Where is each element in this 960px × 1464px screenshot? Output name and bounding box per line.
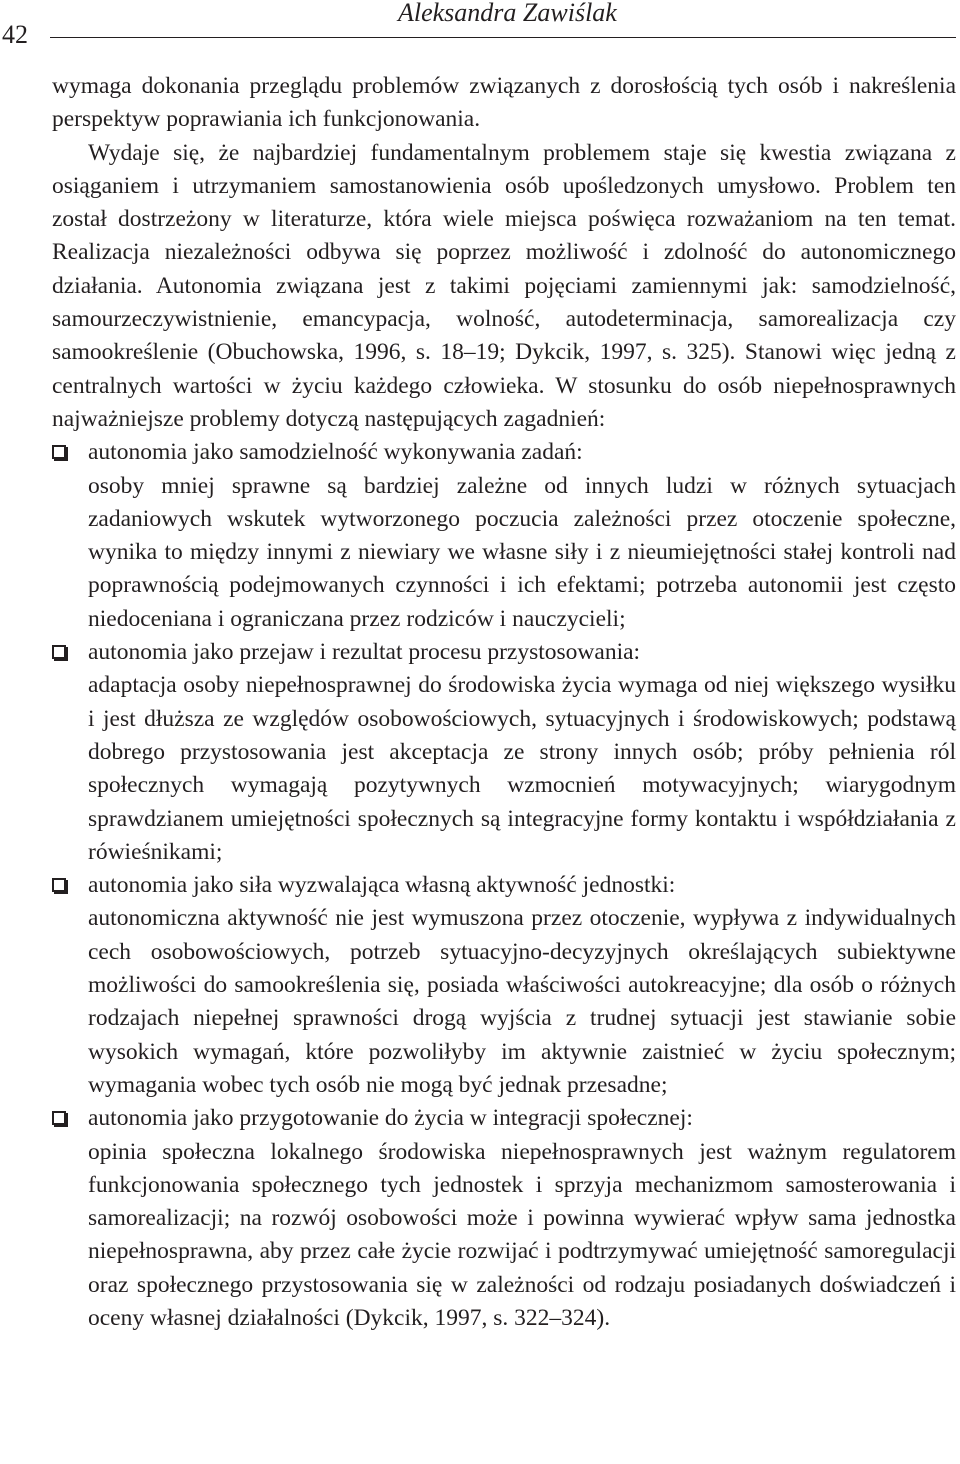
body-text bbox=[52, 70, 956, 1335]
checkbox-bullet-icon bbox=[52, 645, 66, 659]
list-item-body: adaptacja osoby niepełnosprawnej do środowiska życia wymaga od niej większego wysiłku i jest dłuższa ze względów osobowościowych, sytuacyjnych i środowiskowych; podstawą dobrego przystosowania jest akceptacja ze strony innych osób; próby pełnienia ról społecznych wymagają pozytywnych wzmocnień motywacyjnych; wiarygodnym sprawdzianem umiejętności społecznych są integracyjne formy kontaktu i współdziałania z rówieśnikami; bbox=[88, 672, 956, 865]
running-head-author: Aleksandra Zawiślak bbox=[398, 0, 617, 27]
autonomy-list bbox=[52, 436, 956, 1335]
list-item-title: autonomia jako przejaw i rezultat procesu przystosowania: bbox=[88, 639, 641, 666]
checkbox-bullet-icon bbox=[52, 1111, 66, 1125]
checkbox-bullet-icon bbox=[52, 878, 66, 892]
page-header bbox=[0, 0, 960, 48]
list-item bbox=[52, 436, 956, 636]
list-item bbox=[52, 636, 956, 869]
list-item bbox=[52, 1102, 956, 1335]
header-rule bbox=[50, 37, 956, 38]
list-item-title: autonomia jako samodzielność wykonywania zadań: bbox=[88, 439, 583, 466]
checkbox-bullet-icon bbox=[52, 445, 66, 459]
paragraph-autonomy: Wydaje się, że najbardziej fundamentalnym problemem staje się kwestia związana z osiąganiem i utrzymaniem samostanowienia osób upośledzonych umysłowo. Problem ten został dostrzeżony w literaturze, która wiele miejsca poświęca rozważaniom na ten temat. Realizacja niezależności odbywa się poprzez możliwość i zdolność do autonomicznego działania. Autonomia związana jest z takimi pojęciami zamiennymi jak: samodzielność, samourzeczywistnienie, emancypacja, wolność, autodeterminacja, samorealizacja czy samookreślenie (Obuchowska, 1996, s. 18–19; Dykcik, 1997, s. 325). Stanowi więc jedną z centralnych wartości w życiu każdego człowieka. W stosunku do osób niepełnosprawnych najważniejsze problemy dotyczą następujących zagadnień: bbox=[52, 139, 956, 432]
list-item-body: opinia społeczna lokalnego środowiska niepełnosprawnych jest ważnym regulatorem funkcjonowania społecznego tych jednostek i sprzyja mechanizmom samosterowania i samorealizacji; na rozwój osobowości może i powinna wywierać wpływ sama jednostka niepełnosprawna, aby przez całe życie rozwijać i podtrzymywać umiejętność samoregulacji oraz społecznego przystosowania się w zależności od rodzaju posiadanych doświadczeń i oceny własnej działalności (Dykcik, 1997, s. 322–324). bbox=[88, 1138, 956, 1331]
list-item-title: autonomia jako siła wyzwalająca własną aktywność jednostki: bbox=[88, 872, 676, 899]
list-item-title: autonomia jako przygotowanie do życia w integracji społecznej: bbox=[88, 1105, 693, 1132]
list-item-body: osoby mniej sprawne są bardziej zależne od innych ludzi w różnych sytuacjach zadaniowych wskutek wytworzonego poczucia zależności przez otoczenie społeczne, wynika to między innymi z niewiary we własne siły i z nieumiejętności stałej kontroli nad poprawnością podejmowanych czynności i ich efektami; potrzeba autonomii jest często niedoceniana i ograniczana przez rodziców i nauczycieli; bbox=[88, 472, 956, 632]
list-item-body: autonomiczna aktywność nie jest wymuszona przez otoczenie, wypływa z indywidualnych cech osobowościowych, potrzeb sytuacyjno-decyzyjnych określających subiektywne możliwości do samookreślenia się, posiada właściwości autokreacyjne; dla osób o różnych rodzajach niepełnej sprawności drogą wyjścia z trudnej sytuacji jest stawianie sobie wysokich wymagań, które pozwoliłyby im aktywnie zaistnieć w życiu społecznym; wymagania wobec tych osób nie mogą być jednak przesadne; bbox=[88, 905, 956, 1098]
paragraph-continuation: wymaga dokonania przeglądu problemów związanych z dorosłością tych osób i nakreślenia perspektyw poprawiania ich funkcjonowania. bbox=[52, 73, 956, 133]
list-item bbox=[52, 869, 956, 1102]
page-number: 42 bbox=[2, 20, 28, 49]
